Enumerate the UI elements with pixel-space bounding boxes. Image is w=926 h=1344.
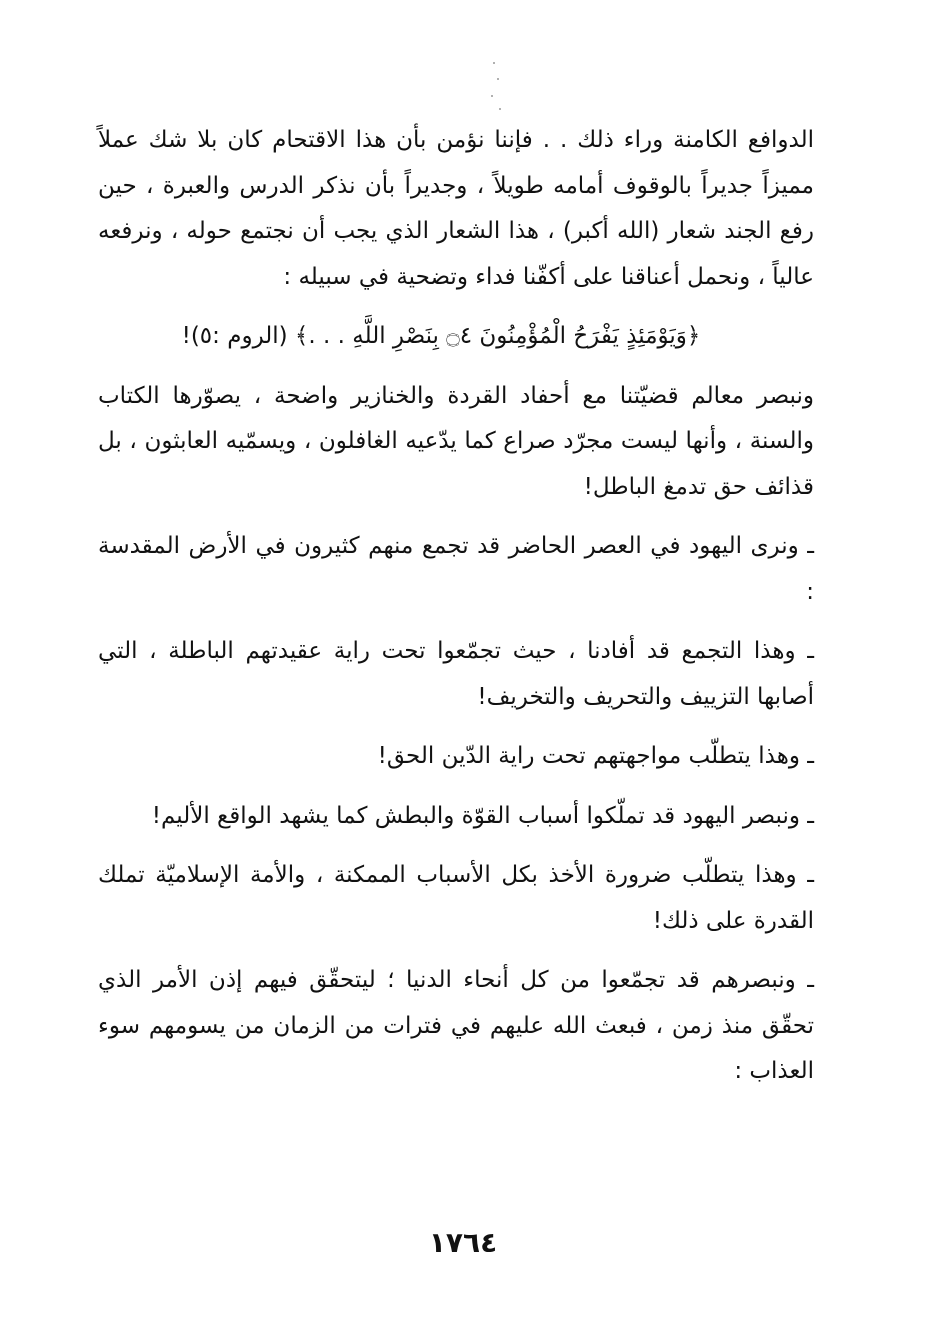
paragraph: ونبصر معالم قضيّتنا مع أحفاد القردة والخنازير واضحة ، يصوّرها الكتاب والسنة ، وأنها ليست مجرّد صراع كما يدّعيه الغافلون ، ويسمّيه العابثون ، بل قذائف حق تدمغ الباطل! [98,382,814,500]
scan-speck [491,95,493,97]
paragraph: ـ ونبصرهم قد تجمّعوا من كل أنحاء الدنيا ؛ ليتحقّق فيهم إذن الأمر الذي تحقّق منذ زمن ، فبعث الله عليهم في فترات من الزمان من يسومهم سوء العذاب : [98,967,814,1084]
scan-speck [493,62,495,64]
paragraph: ـ وهذا يتطلّب مواجهتهم تحت راية الدّين الحق! [377,743,814,769]
page-number: ١٧٦٤ [428,1226,498,1259]
scan-speck [499,108,501,110]
scan-speck [497,78,499,80]
quran-verse: ﴿وَيَوْمَئِذٍ يَفْرَحُ الْمُؤْمِنُونَ ۝٤ بِنَصْرِ اللَّهِ . . .﴾ (الروم :٥)! [181,323,701,349]
body-text [98,118,814,1109]
paragraph: ـ ونبصر اليهود قد تملّكوا أسباب القوّة والبطش كما يشهد الواقع الأليم! [151,802,814,829]
paragraph: ـ ونرى اليهود في العصر الحاضر قد تجمع منهم كثيرون في الأرض المقدسة : [98,533,814,605]
paragraph: الدوافع الكامنة وراء ذلك . . فإننا نؤمن بأن هذا الاقتحام كان بلا شك عملاً مميزاً جديراً بالوقوف أمامه طويلاً ، وجديراً بأن نذكر الدرس والعبرة ، حين رفع الجند شعار (الله أكبر) ، هذا الشعار الذي يجب أن نجتمع حوله ، ونرفعه عالياً ، ونحمل أعناقنا على أكفّنا فداء وتضحية في سبيله : [98,127,814,290]
paragraph: ـ وهذا يتطلّب ضرورة الأخذ بكل الأسباب الممكنة ، والأمة الإسلاميّة تملك القدرة على ذلك! [98,862,814,934]
paragraph: ـ وهذا التجمع قد أفادنا ، حيث تجمّعوا تحت راية عقيدتهم الباطلة ، التي أصابها التزييف والتحريف والتخريف! [98,638,814,710]
